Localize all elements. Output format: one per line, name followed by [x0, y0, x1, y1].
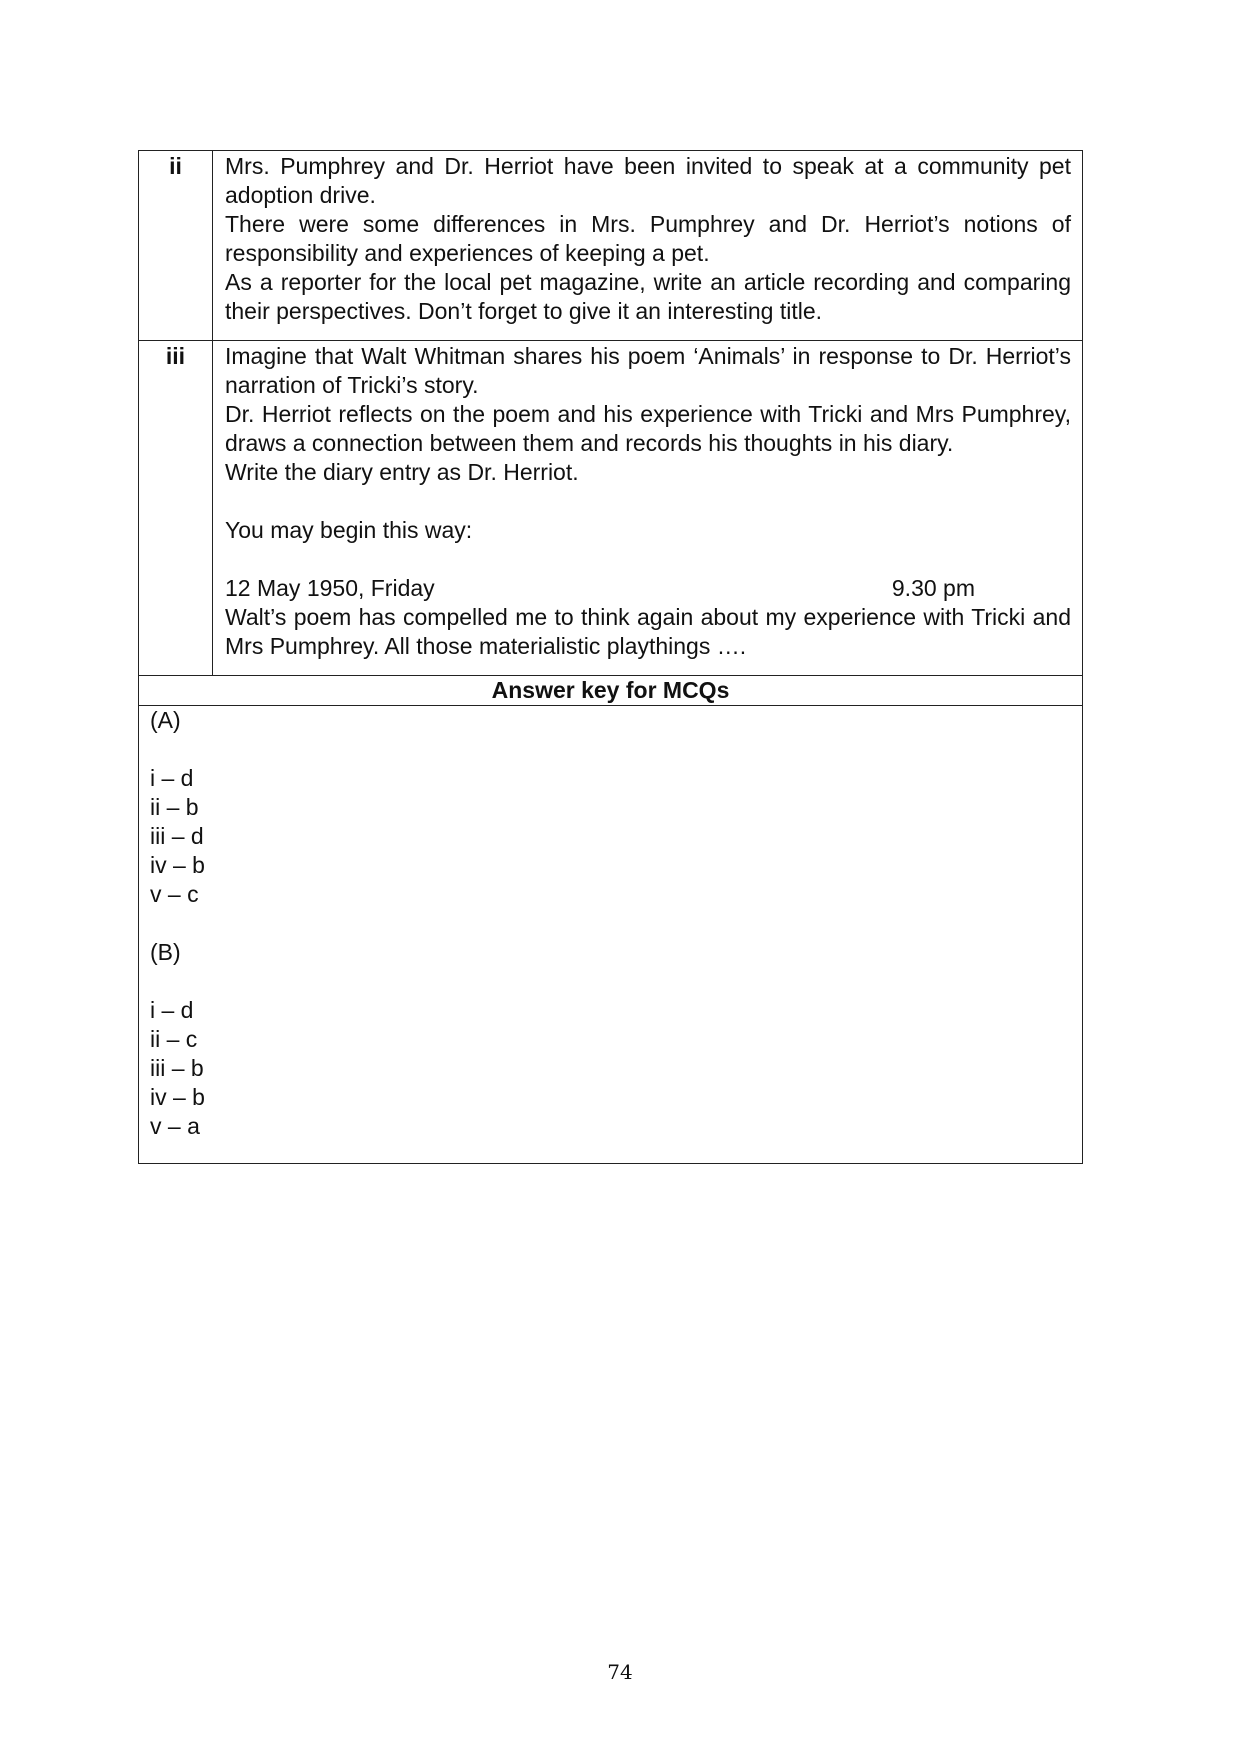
diary-time: 9.30 pm — [891, 575, 975, 601]
answer-key-body — [139, 706, 1082, 1163]
answer-key-heading: Answer key for MCQs — [139, 676, 1082, 706]
diary-opening: Walt’s poem has compelled me to think again about my experience with Tricki and Mrs Pumphrey. All those materialistic playthings …. — [225, 604, 1071, 659]
question-line: Imagine that Walt Whitman shares his poem ‘Animals’ in response to Dr. Herriot’s narration of Tricki’s story. — [225, 343, 1071, 398]
question-number: iii — [139, 341, 213, 675]
answer-item: iii – b — [150, 1055, 204, 1081]
question-line: Mrs. Pumphrey and Dr. Herriot have been invited to speak at a community pet adoption drive. — [225, 153, 1071, 208]
section-a-label: (A) — [150, 707, 181, 733]
question-line: Dr. Herriot reflects on the poem and his experience with Tricki and Mrs Pumphrey, draws a connection between them and records his thoughts in his diary. — [225, 401, 1071, 456]
answer-item: iii – d — [150, 823, 204, 849]
question-row-ii — [139, 151, 1082, 341]
question-text — [213, 151, 1082, 340]
answer-item: v – a — [150, 1113, 200, 1139]
answer-item: ii – b — [150, 794, 199, 820]
question-number: ii — [139, 151, 213, 340]
answer-item: i – d — [150, 997, 194, 1023]
question-row-iii — [139, 341, 1082, 676]
answer-item: ii – c — [150, 1026, 198, 1052]
question-text — [213, 341, 1082, 675]
section-b-label: (B) — [150, 939, 181, 965]
questions-table — [138, 150, 1083, 1164]
answer-item: iv – b — [150, 852, 205, 878]
question-line: As a reporter for the local pet magazine, write an article recording and comparing their perspectives. Don’t forget to give it an interesting title. — [225, 269, 1071, 324]
diary-dateline — [225, 574, 1071, 603]
answer-item: v – c — [150, 881, 199, 907]
answer-item: iv – b — [150, 1084, 205, 1110]
answer-item: i – d — [150, 765, 194, 791]
question-line: Write the diary entry as Dr. Herriot. — [225, 459, 579, 485]
diary-date: 12 May 1950, Friday — [225, 575, 435, 601]
question-line: There were some differences in Mrs. Pumphrey and Dr. Herriot’s notions of responsibility and experiences of keeping a pet. — [225, 211, 1071, 266]
begin-instruction: You may begin this way: — [225, 517, 473, 543]
page-number: 74 — [607, 1660, 633, 1684]
